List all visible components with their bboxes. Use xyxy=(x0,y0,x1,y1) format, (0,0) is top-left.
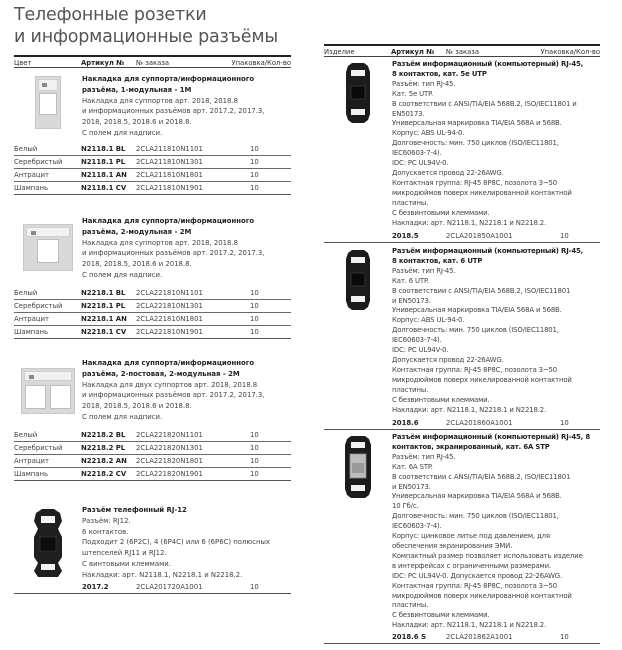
product-spec-line: Долговечность: мин. 750 циклов (ISO/IEC11801, xyxy=(392,512,559,521)
product-spec-line: в интерфейсах с ограниченными размерами. xyxy=(392,561,551,570)
product-spec-line: IDC: PC UL94V-0. xyxy=(392,346,449,355)
product-spec-line: и EN50173. xyxy=(392,482,431,491)
header-product: Изделие xyxy=(324,48,355,56)
product-name: 8 контактов, кат. 5е UTP xyxy=(392,69,487,78)
product-spec-line: С полем для надписи. xyxy=(82,270,163,279)
variant-row xyxy=(14,456,291,468)
variant-row xyxy=(14,314,291,326)
variant-article: N2118.1 BL xyxy=(81,145,126,153)
product-spec-line: Кат. 5е UTP. xyxy=(392,89,434,98)
product-spec-line: Кат. 6 UTP. xyxy=(392,276,429,285)
product-spec-line: и информационных разъёмов арт. 2017.2, 2017.3, xyxy=(82,107,265,116)
variant-article: N2218.2 PL xyxy=(81,444,126,452)
product-spec-line: 6 контактов. xyxy=(82,527,129,536)
variant-article: N2118.1 AN xyxy=(81,171,127,179)
variant-color: Шампань xyxy=(14,184,49,192)
product-spec-line: Корпус: ABS UL-94-0. xyxy=(392,316,465,325)
product-spec-line: 10 Гб/с. xyxy=(392,502,419,511)
variant-qty: 10 xyxy=(250,158,259,166)
product-spec-line: пластины. xyxy=(392,198,429,207)
summary-order: 2CLA201862A1001 xyxy=(446,633,513,641)
summary-row xyxy=(324,231,600,243)
product-spec-line: С безвинтовыми клеммами. xyxy=(392,208,490,217)
variant-qty: 10 xyxy=(250,145,259,153)
variant-color: Серебристый xyxy=(14,444,63,452)
product-spec-line: Накладки: арт. N2118.1, N2218.1 и N2218.2. xyxy=(82,570,243,579)
summary-order: 2CLA201860A1001 xyxy=(446,419,513,427)
variant-article: N2218.1 BL xyxy=(81,289,126,297)
variant-qty: 10 xyxy=(250,315,259,323)
variant-article: N2218.1 AN xyxy=(81,315,127,323)
variant-row xyxy=(14,144,291,156)
product-spec-line: и EN50173. xyxy=(392,296,431,305)
variant-order: 2CLA221820N1101 xyxy=(136,431,203,439)
summary-qty: 10 xyxy=(560,419,569,427)
product-spec-line: IEC60603-7-4). xyxy=(392,522,442,531)
product-spec-line: 2018, 2018.5, 2018.6 и 2018.8. xyxy=(82,118,192,127)
summary-order: 2CLA201720A1001 xyxy=(136,583,203,591)
product-spec-line: Разъём: тип RJ-45. xyxy=(392,452,456,461)
product-spec-line: С полем для надписи. xyxy=(82,128,163,137)
page-title-line1: Телефонные розетки xyxy=(14,5,207,25)
summary-row xyxy=(324,418,600,430)
header-order: № заказа xyxy=(446,48,480,56)
variant-color: Антрацит xyxy=(14,315,50,323)
rj45-6a-stp-connector-icon xyxy=(328,435,388,499)
product-spec-line: Допускается провод 22-26AWG. xyxy=(392,355,504,364)
summary-article: 2017.2 xyxy=(82,583,109,591)
product-spec-line: EN50173. xyxy=(392,109,425,118)
product-spec-line: Универсальная маркировка TIA/EIA 568A и 568B. xyxy=(392,492,562,501)
variant-order: 2CLA221820N1801 xyxy=(136,457,203,465)
product-name: Разъём информационный (компьютерный) RJ-45, xyxy=(392,60,584,68)
summary-article: 2018.5 xyxy=(392,232,419,240)
variant-color: Антрацит xyxy=(14,457,50,465)
product-spec-line: Контактная группа: RJ-45 8P8C, позолота 3~50 xyxy=(392,581,558,590)
variant-qty: 10 xyxy=(250,302,259,310)
variant-qty: 10 xyxy=(250,457,259,465)
variant-article: N2218.2 BL xyxy=(81,431,126,439)
product-spec-line: IDC: PC UL94V-0. Допускается провод 22-26AWG. xyxy=(392,571,563,580)
product-spec-line: и информационных разъёмов арт. 2017.2, 2017.3, xyxy=(82,391,265,400)
variant-row xyxy=(14,183,291,195)
variant-article: N2218.1 PL xyxy=(81,302,126,310)
variant-qty: 10 xyxy=(250,171,259,179)
variant-order: 2CLA221820N1901 xyxy=(136,470,203,478)
variant-color: Белый xyxy=(14,289,38,297)
product-spec-line: и информационных разъёмов арт. 2017.2, 2017.3, xyxy=(82,249,265,258)
variant-color: Серебристый xyxy=(14,158,63,166)
header-pack: Упаковка/Кол-во xyxy=(540,48,600,56)
variant-color: Белый xyxy=(14,431,38,439)
variant-color: Шампань xyxy=(14,328,49,336)
product-spec-line: Накладка для суппортов арт. 2018, 2018.8 xyxy=(82,238,239,247)
product-description xyxy=(392,60,600,228)
product-spec-line: обеспечения экранирования ЭМИ. xyxy=(392,541,513,550)
variant-row xyxy=(14,157,291,169)
product-spec-line: Корпус: ABS UL-94-0. xyxy=(392,129,465,138)
product-name: Разъём информационный (компьютерный) RJ-45, 8 xyxy=(392,433,590,441)
variant-row xyxy=(14,170,291,182)
right-table-header xyxy=(324,44,600,57)
product-description xyxy=(82,358,291,423)
header-article: Артикул № xyxy=(81,59,125,67)
product-spec-line: Долговечность: мин. 750 циклов (ISO/IEC11801, xyxy=(392,139,559,148)
variant-order: 2CLA221820N1301 xyxy=(136,444,203,452)
product-spec-line: 2018, 2018.5, 2018.6 и 2018.8. xyxy=(82,402,192,411)
summary-order: 2CLA201850A1001 xyxy=(446,232,513,240)
product-spec-line: Разъём: тип RJ-45. xyxy=(392,79,456,88)
product-name: разъёма, 1-модульная - 1М xyxy=(82,85,192,94)
product-name: разъёма, 2-модульная - 2М xyxy=(82,227,192,236)
variant-order: 2CLA221810N1801 xyxy=(136,315,203,323)
product-spec-line: микродюймов поверх никелированной контактной xyxy=(392,375,572,384)
product-spec-line: С полем для надписи. xyxy=(82,412,163,421)
rj12-connector-icon xyxy=(18,507,78,579)
frame-2-post-icon xyxy=(18,362,78,422)
product-spec-line: пластины. xyxy=(392,385,429,394)
variant-color: Белый xyxy=(14,145,38,153)
variant-row xyxy=(14,327,291,339)
frame-1-module-icon xyxy=(18,76,78,140)
product-name: Накладка для суппорта/информационного xyxy=(82,217,255,225)
summary-row xyxy=(324,632,600,644)
variant-article: N2118.1 PL xyxy=(81,158,126,166)
product-spec-line: IDC: PC UL94V-0. xyxy=(392,159,449,168)
product-spec-line: IEC60603-7-4). xyxy=(392,336,442,345)
product-spec-line: микродюймов поверх никелированной контактной xyxy=(392,188,572,197)
variant-order: 2CLA221810N1301 xyxy=(136,302,203,310)
variant-qty: 10 xyxy=(250,470,259,478)
product-spec-line: Разъём: тип RJ-45. xyxy=(392,266,456,275)
product-spec-line: С безвинтовыми клеммами. xyxy=(392,395,490,404)
product-spec-line: Подходит 2 (6P2C), 4 (6P4C) или 6 (6P6C) полюсных xyxy=(82,538,271,547)
header-article: Артикул № xyxy=(391,48,435,56)
product-spec-line: В соответствии с ANSI/TIA/EIA 568B.2, ISO/IEC11801 xyxy=(392,286,571,295)
product-spec-line: С безвинтовыми клеммами. xyxy=(392,611,490,620)
product-name: Разъём информационный (компьютерный) RJ-45, xyxy=(392,247,584,255)
product-description xyxy=(392,247,600,415)
product-spec-line: Допускается провод 22-26AWG. xyxy=(392,168,504,177)
variant-article: N2218.2 CV xyxy=(81,470,127,478)
product-name: Накладка для суппорта/информационного xyxy=(82,75,255,83)
variant-qty: 10 xyxy=(250,328,259,336)
product-spec-line: Накладки: арт. N2118.1, N2218.1 и N2218.2. xyxy=(392,405,547,414)
summary-qty: 10 xyxy=(250,583,259,591)
product-description xyxy=(82,74,291,139)
variant-order: 2CLA221810N1101 xyxy=(136,289,203,297)
summary-article: 2018.6 xyxy=(392,419,419,427)
header-order: № заказа xyxy=(136,59,170,67)
rj45-5e-connector-icon xyxy=(328,62,388,124)
product-spec-line: штепселей RJ11 и RJ12. xyxy=(82,549,167,558)
product-spec-line: Накладка для двух суппортов арт. 2018, 2018.8 xyxy=(82,380,258,389)
product-spec-line: пластины. xyxy=(392,601,429,610)
variant-qty: 10 xyxy=(250,184,259,192)
product-spec-line: 2018, 2018.5, 2018.6 и 2018.8. xyxy=(82,260,192,269)
product-spec-line: Универсальная маркировка TIA/EIA 568A и 568B. xyxy=(392,306,562,315)
variant-row xyxy=(14,301,291,313)
product-spec-line: С винтовыми клеммами. xyxy=(82,559,171,568)
header-color: Цвет xyxy=(14,59,32,67)
left-table-header xyxy=(14,55,291,68)
variant-row xyxy=(14,430,291,442)
variant-article: N2218.1 CV xyxy=(81,328,127,336)
product-name: Накладка для суппорта/информационного xyxy=(82,359,255,367)
variant-row xyxy=(14,288,291,300)
product-spec-line: Кат. 6А STP. xyxy=(392,462,433,471)
product-spec-line: В соответствии с ANSI/TIA/EIA 568B.2, ISO/IEC11801 xyxy=(392,472,571,481)
product-name: Разъём телефонный RJ-12 xyxy=(82,506,187,514)
variant-row xyxy=(14,443,291,455)
summary-row xyxy=(14,582,291,594)
summary-qty: 10 xyxy=(560,633,569,641)
variant-color: Серебристый xyxy=(14,302,63,310)
product-spec-line: Корпус: цинковое литье под давлением, для xyxy=(392,532,550,541)
product-spec-line: IEC60603-7-4). xyxy=(392,149,442,158)
summary-article: 2018.6 S xyxy=(392,633,426,641)
product-spec-line: Накладка для суппортов арт. 2018, 2018.8 xyxy=(82,96,239,105)
product-spec-line: Накладки: арт. N2118.1, N2218.1 и N2218.2. xyxy=(392,218,547,227)
variant-order: 2CLA211810N1801 xyxy=(136,171,203,179)
product-name: 8 контактов, кат. 6 UTP xyxy=(392,256,483,265)
product-spec-line: микродюймов поверх никелированной контактной xyxy=(392,591,572,600)
variant-row xyxy=(14,469,291,481)
page-title-line2: и информационные разъёмы xyxy=(14,27,278,47)
product-spec-line: Долговечность: мин. 750 циклов (ISO/IEC11801, xyxy=(392,326,559,335)
rj45-6-connector-icon xyxy=(328,249,388,311)
product-name: разъёма, 2-постовая, 2-модульная - 2М xyxy=(82,369,240,378)
product-spec-line: Накладки: арт. N2118.1, N2218.1 и N2218.2. xyxy=(392,621,547,630)
summary-qty: 10 xyxy=(560,232,569,240)
variant-order: 2CLA221810N1901 xyxy=(136,328,203,336)
product-spec-line: Универсальная маркировка TIA/EIA 568A и 568B. xyxy=(392,119,562,128)
frame-2-module-icon xyxy=(18,220,78,280)
page-title xyxy=(14,4,278,48)
product-spec-line: Компактный размер позволяет использовать изделие xyxy=(392,551,583,560)
product-description xyxy=(82,216,291,281)
variant-article: N2118.1 CV xyxy=(81,184,127,192)
variant-qty: 10 xyxy=(250,289,259,297)
product-spec-line: Контактная группа: RJ-45 8P8C, позолота 3~50 xyxy=(392,178,558,187)
header-pack: Упаковка/Кол-во xyxy=(231,59,291,67)
variant-order: 2CLA211810N1901 xyxy=(136,184,203,192)
variant-article: N2218.2 AN xyxy=(81,457,127,465)
variant-color: Шампань xyxy=(14,470,49,478)
product-spec-line: В соответствии с ANSI/TIA/EIA 568B.2, ISO/IEC11801 и xyxy=(392,99,577,108)
variant-order: 2CLA211810N1301 xyxy=(136,158,203,166)
variant-color: Антрацит xyxy=(14,171,50,179)
variant-order: 2CLA211810N1101 xyxy=(136,145,203,153)
product-description xyxy=(392,433,600,631)
product-spec-line: Разъём: RJ12. xyxy=(82,516,131,525)
product-spec-line: Контактная группа: RJ-45 8P8C, позолота 3~50 xyxy=(392,365,558,374)
variant-qty: 10 xyxy=(250,431,259,439)
variant-qty: 10 xyxy=(250,444,259,452)
product-name: контактов, экранированный, кат. 6А STP xyxy=(392,442,550,451)
product-description xyxy=(82,505,291,581)
